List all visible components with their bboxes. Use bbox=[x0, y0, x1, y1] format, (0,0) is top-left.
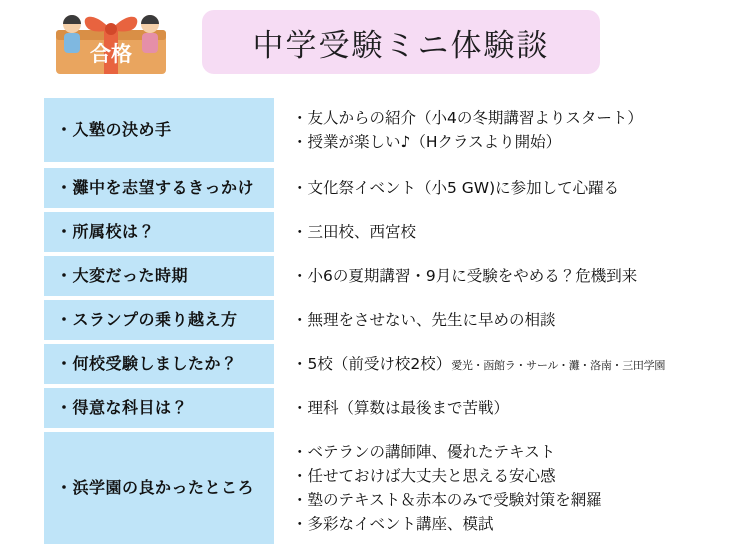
table-answer-line: ・多彩なイベント講座、模試 bbox=[292, 515, 494, 534]
page-title: 中学受験ミニ体験談 bbox=[252, 27, 550, 64]
table-row bbox=[44, 168, 704, 208]
table-question-label: ・何校受験しましたか？ bbox=[56, 354, 238, 374]
table-row bbox=[44, 432, 704, 544]
table-question-label: ・所属校は？ bbox=[56, 222, 156, 242]
table-answer-line: ・任せておけば大丈夫と思える安心感 bbox=[292, 467, 556, 486]
slide-header bbox=[0, 0, 750, 88]
table-answer-line: ・無理をさせない、先生に早めの相談 bbox=[292, 311, 556, 330]
table-row bbox=[44, 388, 704, 428]
table-answer-cell bbox=[274, 388, 704, 428]
badge-text-glyph: 合格 bbox=[90, 42, 132, 66]
table-row bbox=[44, 256, 704, 296]
table-answer-note: 愛光・函館ラ・サール・灘・洛南・三田学園 bbox=[451, 359, 666, 373]
table-question-cell bbox=[44, 168, 274, 208]
table-question-label: ・浜学園の良かったところ bbox=[56, 478, 255, 498]
table-answer-line: ・理科（算数は最後まで苦戦） bbox=[292, 399, 510, 418]
table-answer-cell bbox=[274, 212, 704, 252]
table-question-cell bbox=[44, 98, 274, 162]
table-answer-line: ・友人からの紹介（小4の冬期講習よりスタート） bbox=[292, 109, 643, 127]
table-question-label: ・スランプの乗り越え方 bbox=[56, 310, 238, 330]
table-row bbox=[44, 212, 704, 252]
table-answer-cell bbox=[274, 168, 704, 208]
table-question-cell bbox=[44, 432, 274, 544]
table-question-label: ・灘中を志望するきっかけ bbox=[56, 178, 255, 198]
experience-table bbox=[44, 98, 704, 548]
table-answer-cell bbox=[274, 432, 704, 544]
table-row bbox=[44, 98, 704, 162]
table-answer-cell bbox=[274, 98, 704, 162]
table-answer-cell bbox=[274, 344, 704, 384]
table-row bbox=[44, 300, 704, 340]
table-answer-line: ・文化祭イベント（小5 GW)に参加して心躍る bbox=[292, 179, 620, 198]
table-question-cell bbox=[44, 256, 274, 296]
table-question-label: ・入塾の決め手 bbox=[56, 120, 172, 140]
table-answer-line: ・ベテランの講師陣、優れたテキスト bbox=[292, 443, 556, 462]
table-answer-line: ・三田校、西宮校 bbox=[292, 223, 417, 242]
table-question-cell bbox=[44, 388, 274, 428]
table-answer-line: ・授業が楽しい♪（Hクラスより開始） bbox=[292, 133, 562, 152]
table-answer-cell bbox=[274, 300, 704, 340]
table-question-label: ・大変だった時期 bbox=[56, 266, 189, 286]
table-answer-cell bbox=[274, 256, 704, 296]
table-question-cell bbox=[44, 212, 274, 252]
table-row bbox=[44, 344, 704, 384]
table-question-cell bbox=[44, 344, 274, 384]
table-answer-line bbox=[292, 352, 700, 376]
table-answer-line: ・塾のテキスト＆赤本のみで受験対策を網羅 bbox=[292, 491, 602, 510]
table-answer-text: ・5校（前受け校2校） bbox=[292, 355, 452, 374]
table-answer-line: ・小6の夏期講習・9月に受験をやめる？危機到来 bbox=[292, 267, 638, 286]
table-question-cell bbox=[44, 300, 274, 340]
page-title-pill bbox=[202, 10, 600, 74]
table-question-label: ・得意な科目は？ bbox=[56, 398, 189, 418]
badge-gift-ribbon-with-two-children-icon bbox=[36, 8, 186, 80]
